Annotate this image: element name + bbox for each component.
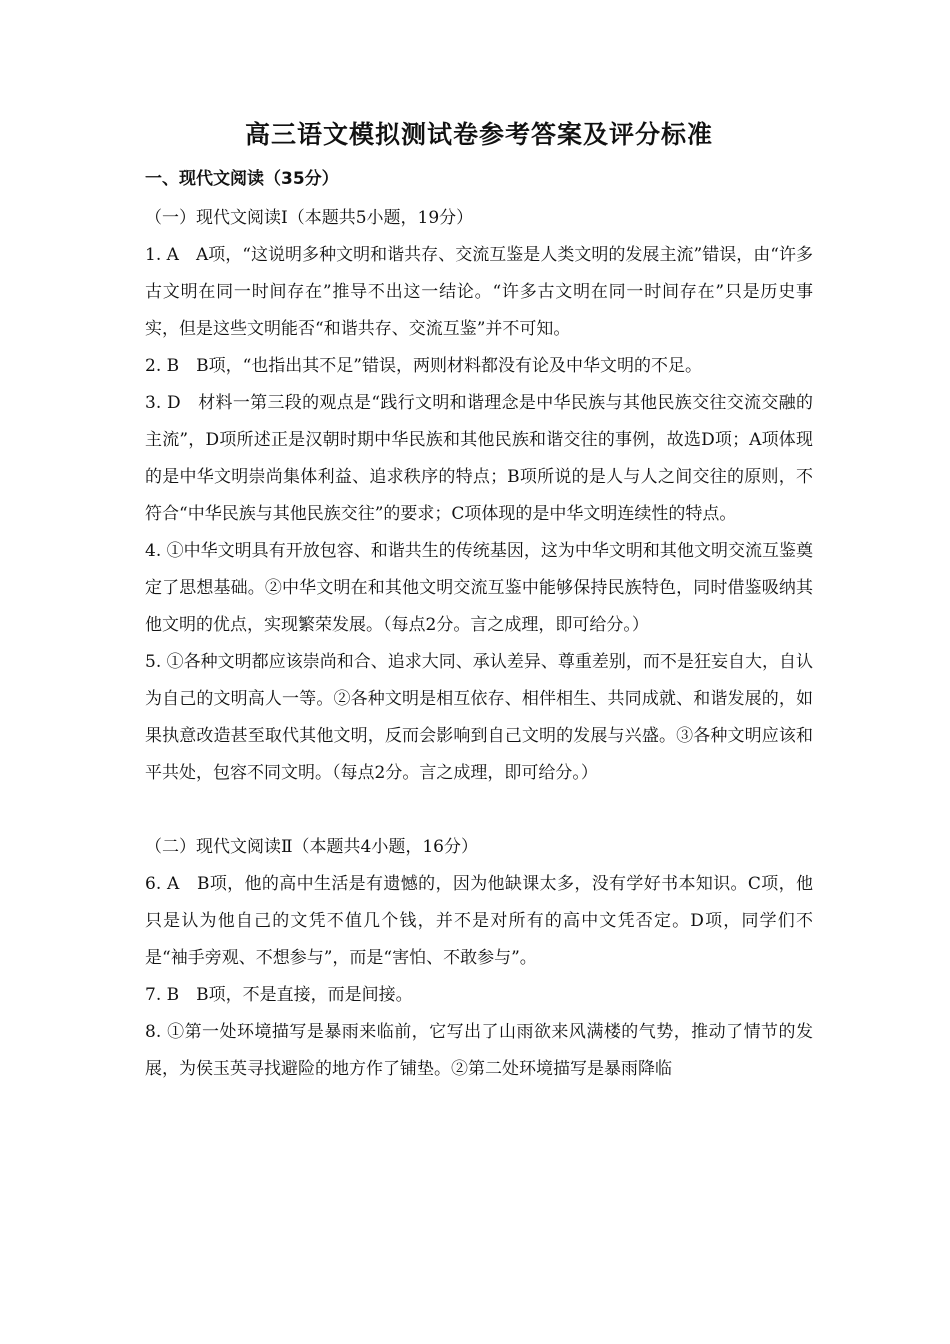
section-spacer bbox=[145, 792, 813, 829]
answer-item-7: 7. B B项，不是直接，而是间接。 bbox=[145, 985, 413, 1005]
answer-item-3: 3. D 材料一第三段的观点是“践行文明和谐理念是中华民族与其他民族交往交流交融的主流”，D项所述正是汉朝时期中华民族和其他民族和谐交往的事例，故选D项；A项体现的是中华文明崇尚集体利益、追求秩序的特点；B项所说的是人与人之间交往的原则，不符合“中华民族与其他民族交往”的要求；C项体现的是中华文明连续性的特点。 bbox=[145, 393, 813, 524]
answer-item-1: 1. A A项，“这说明多种文明和谐共存、交流互鉴是人类文明的发展主流”错误，由“许多古文明在同一时间存在”推导不出这一结论。“许多古文明在同一时间存在”只是历史事实，但是这些文明能否“和谐共存、交流互鉴”并不可知。 bbox=[145, 245, 813, 339]
answer-item-8: 8. ①第一处环境描写是暴雨来临前，它写出了山雨欲来风满楼的气势，推动了情节的发展，为侯玉英寻找避险的地方作了铺垫。②第二处环境描写是暴雨降临 bbox=[145, 1022, 813, 1079]
sub-heading-part-2: （二）现代文阅读Ⅱ（本题共4小题，16分） bbox=[145, 837, 479, 857]
answer-item-6: 6. A B项，他的高中生活是有遗憾的，因为他缺课太多，没有学好书本知识。C项，他只是认为他自己的文凭不值几个钱，并不是对所有的高中文凭否定。D项，同学们不是“袖手旁观、不想参与”，而是“害怕、不敢参与”。 bbox=[145, 874, 813, 968]
answer-item-4: 4. ①中华文明具有开放包容、和谐共生的传统基因，这为中华文明和其他文明交流互鉴奠定了思想基础。②中华文明在和其他文明交流互鉴中能够保持民族特色，同时借鉴吸纳其他文明的优点，实现繁荣发展。（每点2分。言之成理，即可给分。） bbox=[145, 541, 813, 635]
document-title: 高三语文模拟测试卷参考答案及评分标准 bbox=[244, 120, 713, 149]
answer-item-2: 2. B B项，“也指出其不足”错误，两则材料都没有论及中华文明的不足。 bbox=[145, 356, 702, 376]
document-page bbox=[145, 118, 813, 1088]
sub-heading-part-1: （一）现代文阅读Ⅰ（本题共5小题，19分） bbox=[145, 208, 474, 228]
answer-item-5: 5. ①各种文明都应该崇尚和合、追求大同、承认差异、尊重差别，而不是狂妄自大，自认为自己的文明高人一等。②各种文明是相互依存、相伴相生、共同成就、和谐发展的，如果执意改造甚至取代其他文明，反而会影响到自己文明的发展与兴盛。③各种文明应该和平共处，包容不同文明。（每点2分。言之成理，即可给分。） bbox=[145, 652, 813, 783]
section-heading-reading: 一、现代文阅读（35分） bbox=[145, 169, 339, 189]
